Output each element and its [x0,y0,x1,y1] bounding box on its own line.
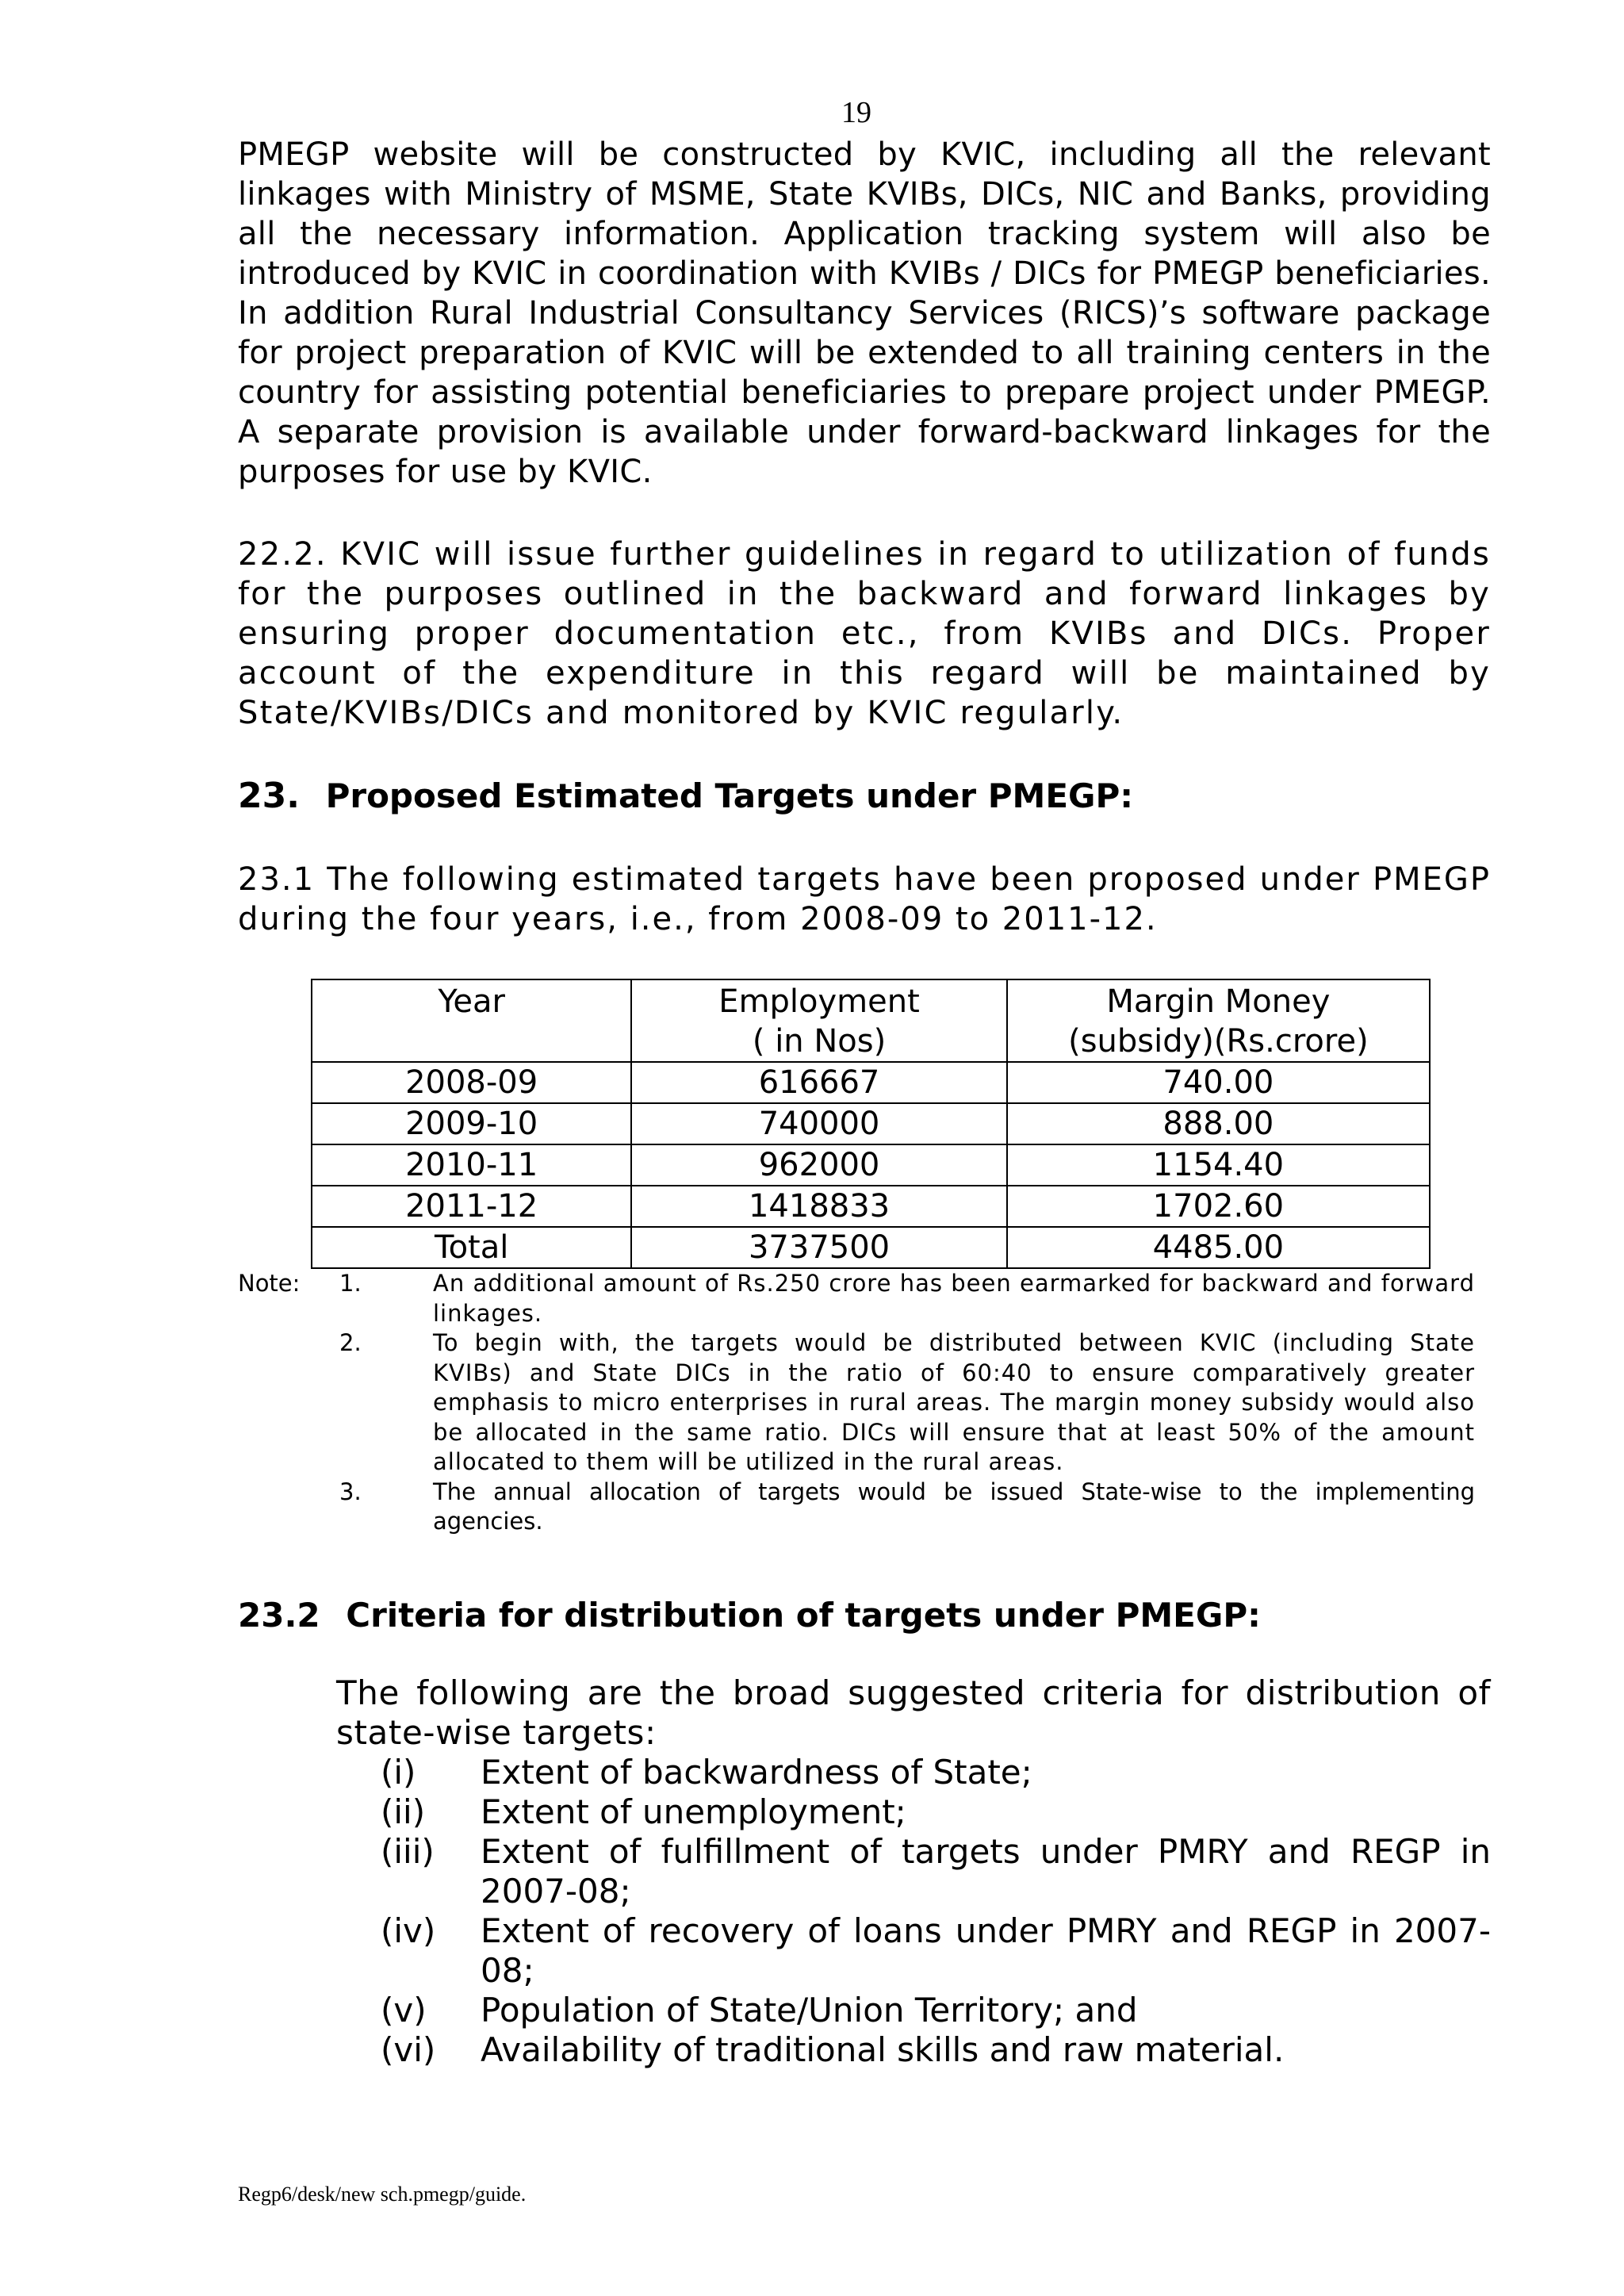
cell-year: 2010-11 [312,1144,631,1186]
criteria-number: (vi) [381,2030,436,2069]
paragraph-23-1: 23.1 The following estimated targets have been proposed under PMEGP during the four years, i.e., from 2008-09 to 2011-12. [238,861,1491,937]
cell-margin: 888.00 [1007,1103,1430,1144]
note-item [238,1328,1475,1478]
note-item [238,1269,1475,1328]
cell-employment: 616667 [631,1062,1006,1103]
criteria-text: Extent of unemployment; [481,1792,906,1831]
list-item [381,1991,1491,2030]
table-row [312,1062,1430,1103]
cell-year: Total [312,1227,631,1268]
criteria-number: (ii) [381,1792,426,1831]
cell-margin: 740.00 [1007,1062,1430,1103]
note-text: The annual allocation of targets would be issued State-wise to the implementing agencies. [433,1478,1475,1535]
note-label: Note: [238,1270,301,1297]
section-23-title: Proposed Estimated Targets under PMEGP: [325,776,1134,815]
cell-employment: 1418833 [631,1186,1006,1227]
criteria-intro: The following are the broad suggested criteria for distribution of state-wise targets: [336,1673,1491,1752]
footer-path: Regp6/desk/new sch.pmegp/guide. [238,2183,527,2206]
criteria-number: (i) [381,1753,416,1792]
table-row [312,1103,1430,1144]
notes-block [238,1269,1475,1537]
list-item [381,1753,1491,1792]
criteria-text: Extent of recovery of loans under PMRY and REGP in 2007-08; [481,1911,1491,1990]
header-employment: Employment ( in Nos) [631,979,1006,1062]
note-index: 2. [339,1329,362,1356]
note-index: 1. [339,1270,362,1297]
section-23-2-heading [238,1596,1261,1635]
criteria-list [381,1753,1491,2070]
cell-year: 2011-12 [312,1186,631,1227]
criteria-text: Availability of traditional skills and raw material. [481,2030,1285,2069]
cell-margin: 1154.40 [1007,1144,1430,1186]
cell-employment: 740000 [631,1103,1006,1144]
cell-employment: 962000 [631,1144,1006,1186]
page-number: 19 [841,96,871,129]
section-23-2-number: 23.2 [238,1596,320,1635]
table-header-row [312,979,1430,1062]
note-text: To begin with, the targets would be distributed between KVIC (including State KVIBs) and State DICs in the ratio of 60:40 to ensure comparatively greater emphasis to micro enterprises in rural areas. The margin money subsidy would also be allocated in the same ratio. DICs will ensure that at least 50% of the amount allocated to them will be utilized in the rural areas. [433,1329,1475,1475]
paragraph-22-2: 22.2. KVIC will issue further guidelines in regard to utilization of funds for the purposes outlined in the backward and forward linkages by ensuring proper documentation etc., from KVIBs and DICs. Proper account of the expenditure in this regard will be maintained by State/KVIBs/DICs and monitored by KVIC regularly. [238,536,1491,731]
header-year: Year [312,979,631,1062]
criteria-text: Extent of fulfillment of targets under PMRY and REGP in 2007-08; [481,1832,1491,1911]
table-row [312,1144,1430,1186]
note-index: 3. [339,1478,362,1505]
header-margin-money: Margin Money (subsidy)(Rs.crore) [1007,979,1430,1062]
criteria-text: Population of State/Union Territory; and [481,1991,1138,2030]
list-item [381,2030,1491,2070]
section-23-heading [238,776,1133,816]
criteria-number: (v) [381,1991,427,2030]
criteria-number: (iii) [381,1832,435,1871]
table-row [312,1186,1430,1227]
cell-employment: 3737500 [631,1227,1006,1268]
table-row-total [312,1227,1430,1268]
criteria-text: Extent of backwardness of State; [481,1753,1032,1792]
targets-table [311,979,1431,1269]
paragraph-website: PMEGP website will be constructed by KVIC, including all the relevant linkages with Ministry of MSME, State KVIBs, DICs, NIC and Banks, providing all the necessary information. Application tracking system will also be introduced by KVIC in coordination with KVIBs / DICs for PMEGP beneficiaries. In addition Rural Industrial Consultancy Services (RICS)’s software package for project preparation of KVIC will be extended to all training centers in the country for assisting potential beneficiaries to prepare project under PMEGP. A separate provision is available under forward-backward linkages for the purposes for use by KVIC. [238,136,1491,490]
list-item [381,1792,1491,1832]
cell-margin: 1702.60 [1007,1186,1430,1227]
list-item [381,1911,1491,1991]
section-23-number: 23. [238,776,300,816]
cell-margin: 4485.00 [1007,1227,1430,1268]
section-23-2-title: Criteria for distribution of targets under PMEGP: [346,1596,1261,1635]
cell-year: 2009-10 [312,1103,631,1144]
cell-year: 2008-09 [312,1062,631,1103]
list-item [381,1832,1491,1911]
note-text: An additional amount of Rs.250 crore has been earmarked for backward and forward linkages. [433,1270,1475,1327]
note-item [238,1478,1475,1537]
criteria-number: (iv) [381,1911,436,1950]
